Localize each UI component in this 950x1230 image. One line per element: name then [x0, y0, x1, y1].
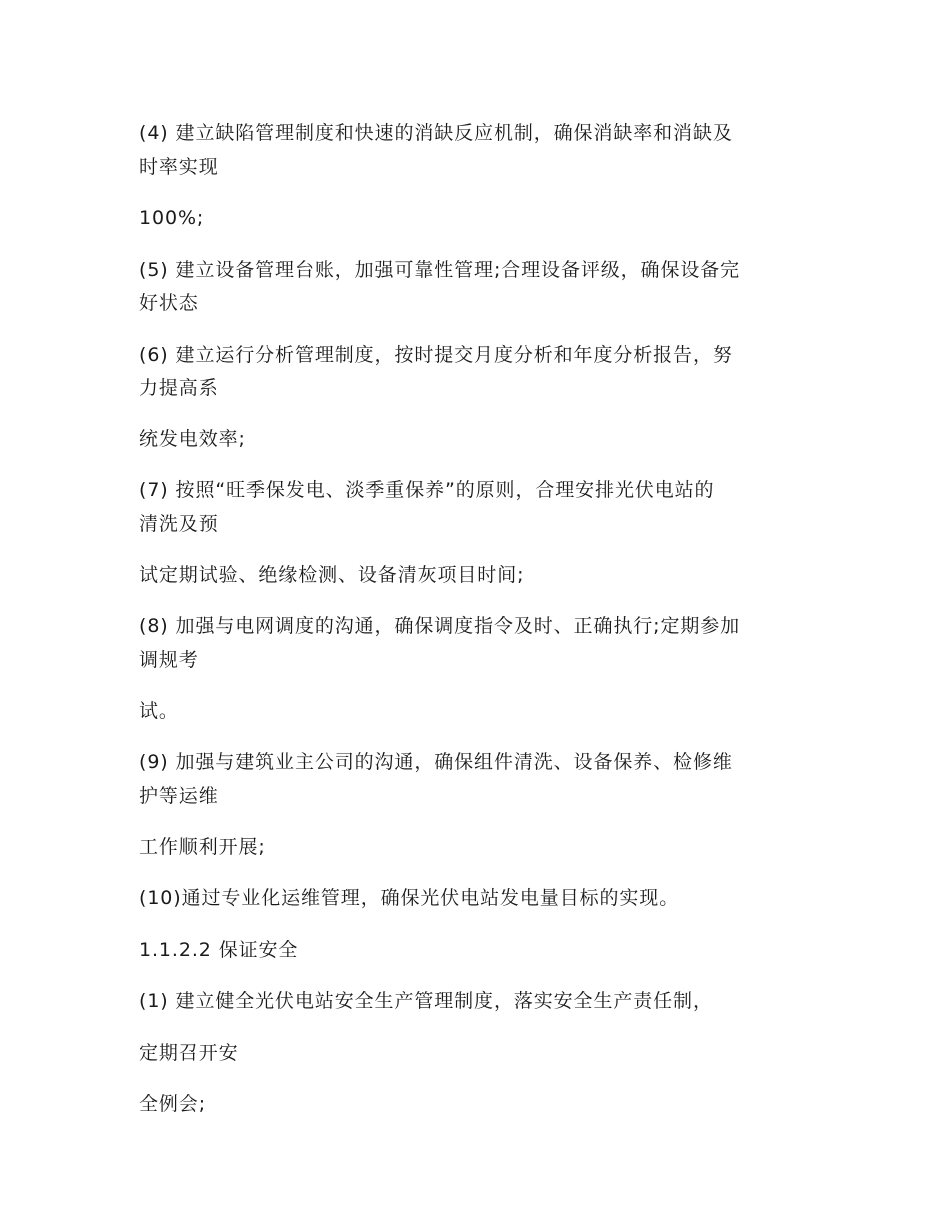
text-line: 清洗及预: [139, 513, 219, 535]
text-line: 时率实现: [139, 156, 219, 178]
text-line: (8) 加强与电网调度的沟通，确保调度指令及时、正确执行;定期参加: [139, 615, 741, 637]
text-line: (6) 建立运行分析管理制度，按时提交月度分析和年度分析报告，努: [139, 344, 733, 366]
text-line: 调规考: [139, 649, 199, 671]
text-line: (5) 建立设备管理台账，加强可靠性管理;合理设备评级，确保设备完: [139, 259, 741, 281]
text-line: 全例会;: [139, 1093, 207, 1115]
text-line: 试定期试验、绝缘检测、设备清灰项目时间;: [139, 564, 525, 586]
section-heading: 1.1.2.2 保证安全: [139, 939, 299, 961]
text-line: (4) 建立缺陷管理制度和快速的消缺反应机制，确保消缺率和消缺及: [139, 122, 733, 144]
text-line: 统发电效率;: [139, 428, 246, 450]
text-line: 定期召开安: [139, 1042, 239, 1064]
text-line: (10)通过专业化运维管理，确保光伏电站发电量目标的实现。: [139, 887, 680, 909]
text-line: 工作顺利开展;: [139, 836, 266, 858]
text-line: 试。: [139, 700, 179, 722]
text-line: (7) 按照“旺季保发电、淡季重保养”的原则，合理安排光伏电站的: [139, 479, 715, 501]
text-line: 100%;: [139, 207, 205, 229]
text-line: 力提高系: [139, 377, 219, 399]
text-line: (9) 加强与建筑业主公司的沟通，确保组件清洗、设备保养、检修维: [139, 751, 733, 773]
text-line: (1) 建立健全光伏电站安全生产管理制度，落实安全生产责任制，: [139, 990, 713, 1012]
text-line: 好状态: [139, 292, 199, 314]
text-line: 护等运维: [139, 785, 219, 807]
